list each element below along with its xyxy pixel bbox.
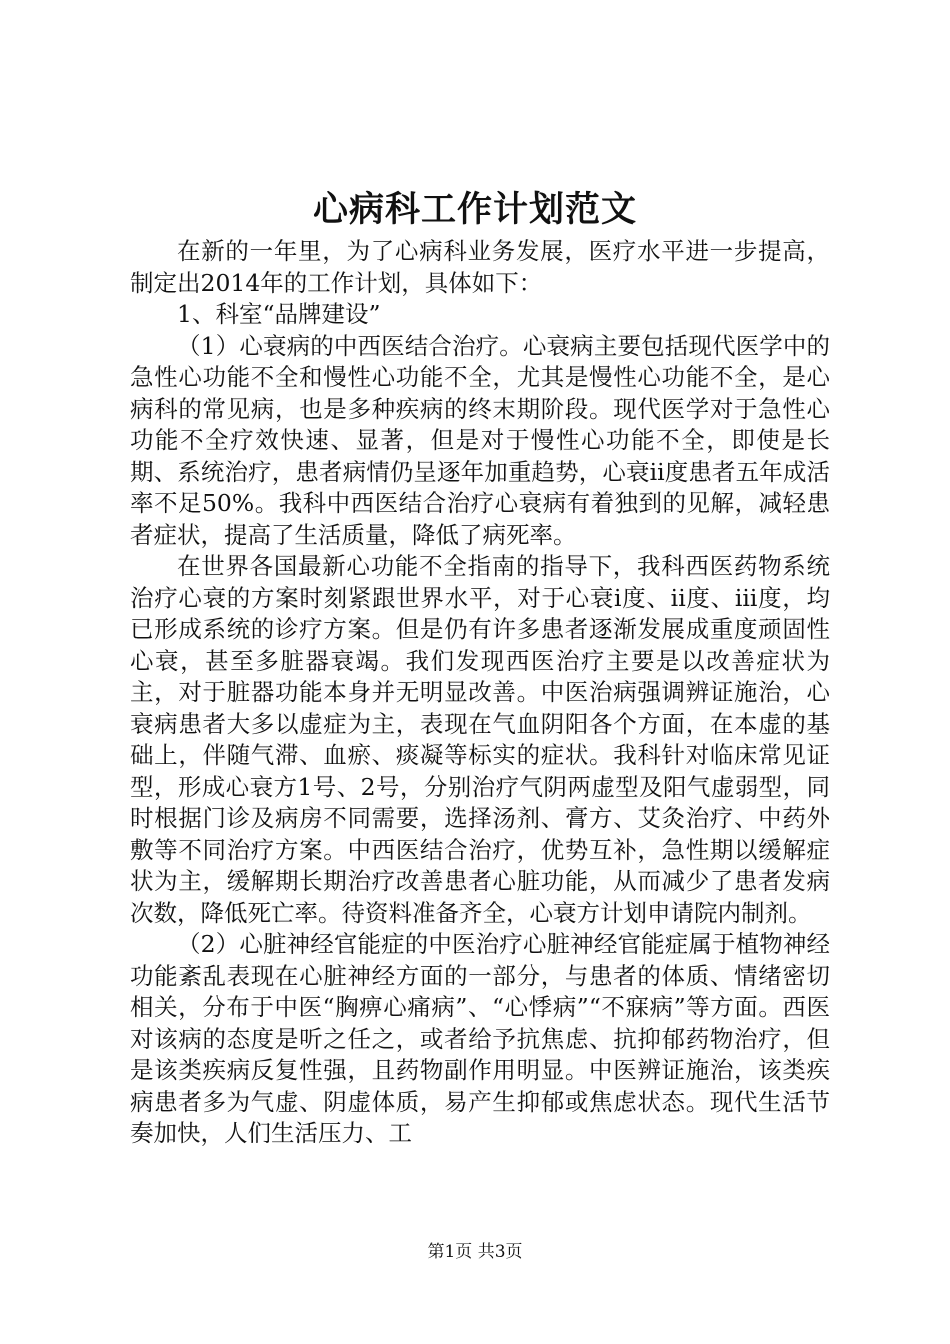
paragraph-guideline-treatment: 在世界各国最新心功能不全指南的指导下，我科西医药物系统治疗心衰的方案时刻紧跟世界水平，对于心衰i度、ii度、iii度，均已形成系统的诊疗方案。但是仍有许多患者逐渐发展成重度顽固性心衰，甚至多脏器衰竭。我们发现西医治疗主要是以改善症状为主，对于脏器功能本身并无明显改善。中医治病强调辨证施治，心衰病患者大多以虚症为主，表现在气血阴阳各个方面，在本虚的基础上，伴随气滞、血瘀、痰凝等标实的症状。我科针对临床常见证型，形成心衰方1号、2号，分别治疗气阴两虚型及阳气虚弱型，同时根据门诊及病房不同需要，选择汤剂、膏方、艾灸治疗、中药外敷等不同治疗方案。中西医结合治疗，优势互补，急性期以缓解症状为主，缓解期长期治疗改善患者心脏功能，从而减少了患者发病次数，降低死亡率。待资料准备齐全，心衰方计划申请院内制剂。: [130, 552, 830, 927]
paragraph-cardiac-neurosis: （2）心脏神经官能症的中医治疗心脏神经官能症属于植物神经功能紊乱表现在心脏神经方面的一部分，与患者的体质、情绪密切相关，分布于中医“胸痹心痛病”、“心悸病”“不寐病”等方面。西医对该病的态度是听之任之，或者给予抗焦虑、抗抑郁药物治疗，但是该类疾病反复性强，且药物副作用明显。中医辨证施治，该类疾病患者多为气虚、阴虚体质，易产生抑郁或焦虑状态。现代生活节奏加快，人们生活压力、工: [130, 930, 830, 1147]
page-footer: 第1页 共3页: [427, 1242, 523, 1262]
paragraph-heart-failure-treatment: （1）心衰病的中西医结合治疗。心衰病主要包括现代医学中的急性心功能不全和慢性心功能不全，尤其是慢性心功能不全，是心病科的常见病，也是多种疾病的终末期阶段。现代医学对于急性心功能不全疗效快速、显著，但是对于慢性心功能不全，即使是长期、系统治疗，患者病情仍呈逐年加重趋势，心衰ii度患者五年成活率不足50%。我科中西医结合治疗心衰病有着独到的见解，减轻患者症状，提高了生活质量，降低了病死率。: [130, 331, 830, 549]
document-title: 心病科工作计划范文: [312, 189, 637, 230]
paragraph-intro: 在新的一年里，为了心病科业务发展，医疗水平进一步提高，制定出2014年的工作计划，具体如下：: [130, 237, 830, 297]
document-body: [130, 236, 830, 1150]
section-heading-brand-building: 1、科室“品牌建设”: [177, 300, 381, 328]
